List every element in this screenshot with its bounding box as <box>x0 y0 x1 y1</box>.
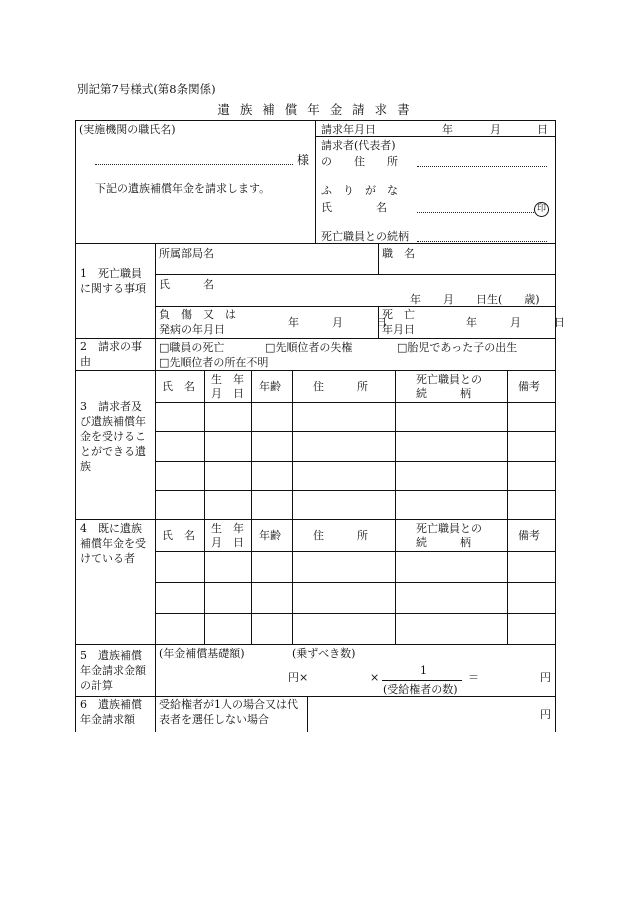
s4-header-age: 年齢 <box>259 529 281 542</box>
dept-label: 所属部局名 <box>159 247 214 260</box>
death-label-2: 年月日 <box>382 323 415 336</box>
s4-header-birth-1: 生 年 <box>211 522 244 535</box>
form-id: 別記第7号様式(第8条関係) <box>77 82 216 96</box>
job-label: 職 名 <box>382 247 415 260</box>
death-label-1: 死 亡 <box>382 308 415 321</box>
s4-header-address: 住 所 <box>313 529 368 542</box>
section1-label: 1 死亡職員に関する事項 <box>80 267 146 295</box>
death-date-text: 年 月 日 <box>466 316 565 329</box>
yen-times: 円× <box>288 671 309 684</box>
section6-yen: 円 <box>540 708 551 721</box>
birth-date-text: 年 月 日生( 歳) <box>410 293 540 306</box>
section4-label: 4 既に遺族補償年金を受けている者 <box>80 522 146 565</box>
address-field[interactable] <box>417 166 547 167</box>
institution-name-field[interactable] <box>95 164 293 165</box>
s3-header-address: 住 所 <box>313 380 368 393</box>
furigana-label: ふ り が な <box>321 184 398 197</box>
s3-header-relation-2: 続 柄 <box>416 387 471 400</box>
deceased-name-label: 氏 名 <box>159 278 214 291</box>
section3-label: 3 請求者及び遺族補償年金を受けることができる遺族 <box>80 400 146 473</box>
sama-label: 様 <box>297 153 310 167</box>
request-date-year: 年 <box>442 123 453 136</box>
fraction-denominator: (受給権者の数) <box>383 683 458 696</box>
injury-label-2: 発病の年月日 <box>159 323 225 336</box>
name-field[interactable] <box>417 212 534 213</box>
section5-label: 5 遺族補償年金請求金額の計算 <box>80 649 146 692</box>
reason-fetus-birth[interactable]: □胎児であった子の出生 <box>397 341 518 354</box>
s3-header-relation-1: 死亡職員との <box>416 373 482 386</box>
section6-condition: 受給権者が1人の場合又は代表者を選任しない場合 <box>159 698 298 726</box>
seal-icon: 印 <box>534 202 549 217</box>
result-yen: 円 <box>540 671 551 684</box>
reason-death[interactable]: □職員の死亡 <box>159 341 225 354</box>
s3-header-name: 氏 名 <box>162 380 195 393</box>
multiplier-label: (乗ずべき数) <box>292 647 356 660</box>
form-title: 遺 族 補 償 年 金 請 求 書 <box>217 102 413 117</box>
base-amount-label: (年金補償基礎額) <box>159 647 245 660</box>
relation-label: 死亡職員との続柄 <box>321 230 409 243</box>
fraction-numerator: 1 <box>420 664 427 677</box>
request-date-label: 請求年月日 <box>321 123 376 136</box>
section2-label: 2 請求の事由 <box>80 340 142 368</box>
s3-header-birth-2: 月 日 <box>211 387 244 400</box>
fraction-bar <box>382 680 462 681</box>
reason-whereabouts-unknown[interactable]: □先順位者の所在不明 <box>159 356 269 369</box>
address-label: の 住 所 <box>321 155 398 168</box>
s3-header-birth-1: 生 年 <box>211 373 244 386</box>
section6-label: 6 遺族補償年金請求額 <box>80 698 142 726</box>
name-label: 氏 名 <box>321 201 387 214</box>
s4-header-relation-1: 死亡職員との <box>416 522 482 535</box>
s4-header-name: 氏 名 <box>162 529 195 542</box>
reason-forfeiture[interactable]: □先順位者の失権 <box>265 341 353 354</box>
requester-label: 請求者(代表者) <box>321 139 396 152</box>
injury-label-1: 負 傷 又 は <box>159 308 236 321</box>
institution-label: (実施機関の職氏名) <box>79 123 176 136</box>
injury-date-text: 年 月 日 <box>288 316 387 329</box>
s3-header-remarks: 備考 <box>518 380 540 393</box>
s3-header-age: 年齢 <box>259 380 281 393</box>
request-date-month: 月 <box>490 123 501 136</box>
s4-header-remarks: 備考 <box>518 529 540 542</box>
request-date-day: 日 <box>537 123 548 136</box>
request-text: 下記の遺族補償年金を請求します。 <box>95 182 271 195</box>
s4-header-relation-2: 続 柄 <box>416 536 471 549</box>
s4-header-birth-2: 月 日 <box>211 536 244 549</box>
equals-sign: ＝ <box>468 671 479 684</box>
times-sign: × <box>370 671 380 684</box>
relation-field[interactable] <box>417 241 547 242</box>
